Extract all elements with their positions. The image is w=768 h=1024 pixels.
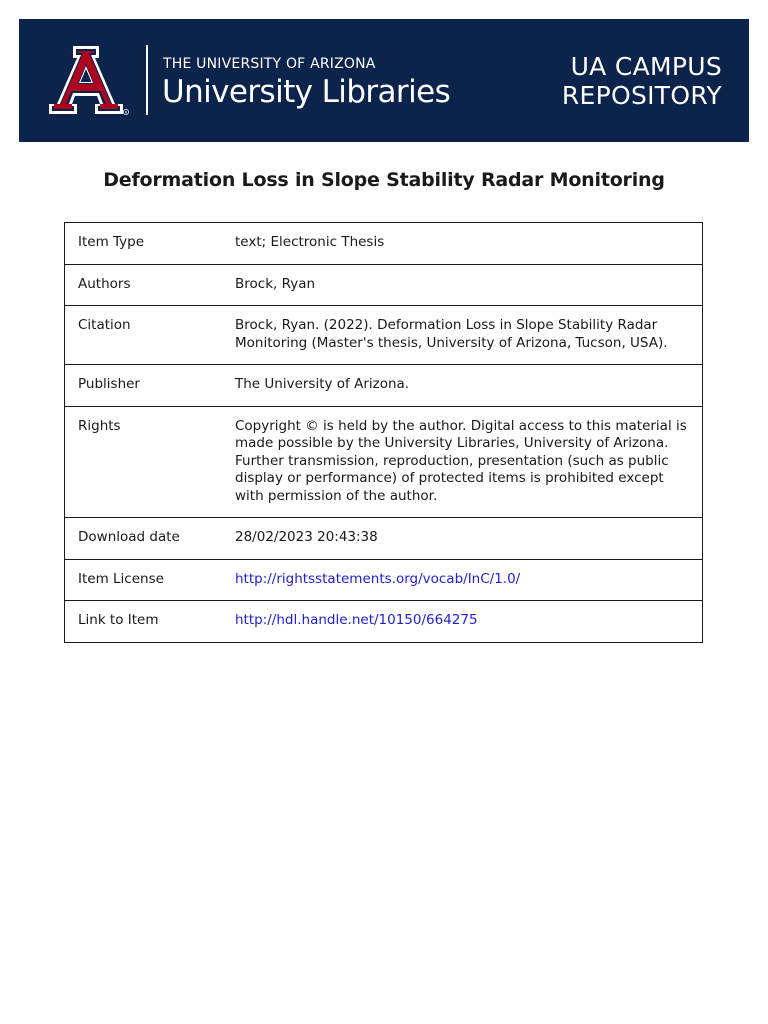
item-type-label: Item Type [65,223,225,265]
table-row-item-license [65,559,703,601]
download-date-value: 28/02/2023 20:43:38 [224,518,703,560]
publisher-value: The University of Arizona. [224,365,703,407]
rights-value: Copyright © is held by the author. Digital access to this material is made possible by the University Libraries, University of Arizona. Further transmission, reproduction, presentation (such as public display or performance) of protected items is prohibited except with permission of the author. [224,406,703,518]
item-handle-link[interactable]: http://hdl.handle.net/10150/664275 [235,612,478,628]
repository-name-line2: REPOSITORY [561,81,722,110]
item-license-cell [224,559,703,601]
item-type-value: text; Electronic Thesis [224,223,703,265]
repository-name-line1: UA CAMPUS [570,52,722,81]
item-license-link[interactable]: http://rightsstatements.org/vocab/InC/1.0/ [235,570,521,587]
link-to-item-label: Link to Item [65,601,225,643]
table-row-item-type [65,223,703,265]
table-row-citation [65,306,703,365]
authors-value: Brock, Ryan [224,264,703,306]
table-row-rights [65,406,703,518]
university-libraries-name: University Libraries [162,74,451,110]
link-to-item-cell [224,601,703,643]
university-of-arizona-logo [43,44,129,116]
rights-label: Rights [65,406,225,518]
table-row-link-to-item [65,601,703,643]
university-name-small: THE UNIVERSITY OF ARIZONA [163,56,376,72]
publisher-label: Publisher [65,365,225,407]
table-row-download-date [65,518,703,560]
citation-value: Brock, Ryan. (2022). Deformation Loss in Slope Stability Radar Monitoring (Master's thesis, University of Arizona, Tucson, USA). [224,306,703,365]
item-license-label: Item License [65,559,225,601]
metadata-table [64,222,703,643]
download-date-label: Download date [65,518,225,560]
document-title: Deformation Loss in Slope Stability Radar Monitoring [103,169,665,191]
svg-text:R: R [124,110,128,115]
table-row-publisher [65,365,703,407]
header-divider [146,45,148,115]
authors-label: Authors [65,264,225,306]
header-banner [19,19,749,142]
citation-label: Citation [65,306,225,365]
table-row-authors [65,264,703,306]
